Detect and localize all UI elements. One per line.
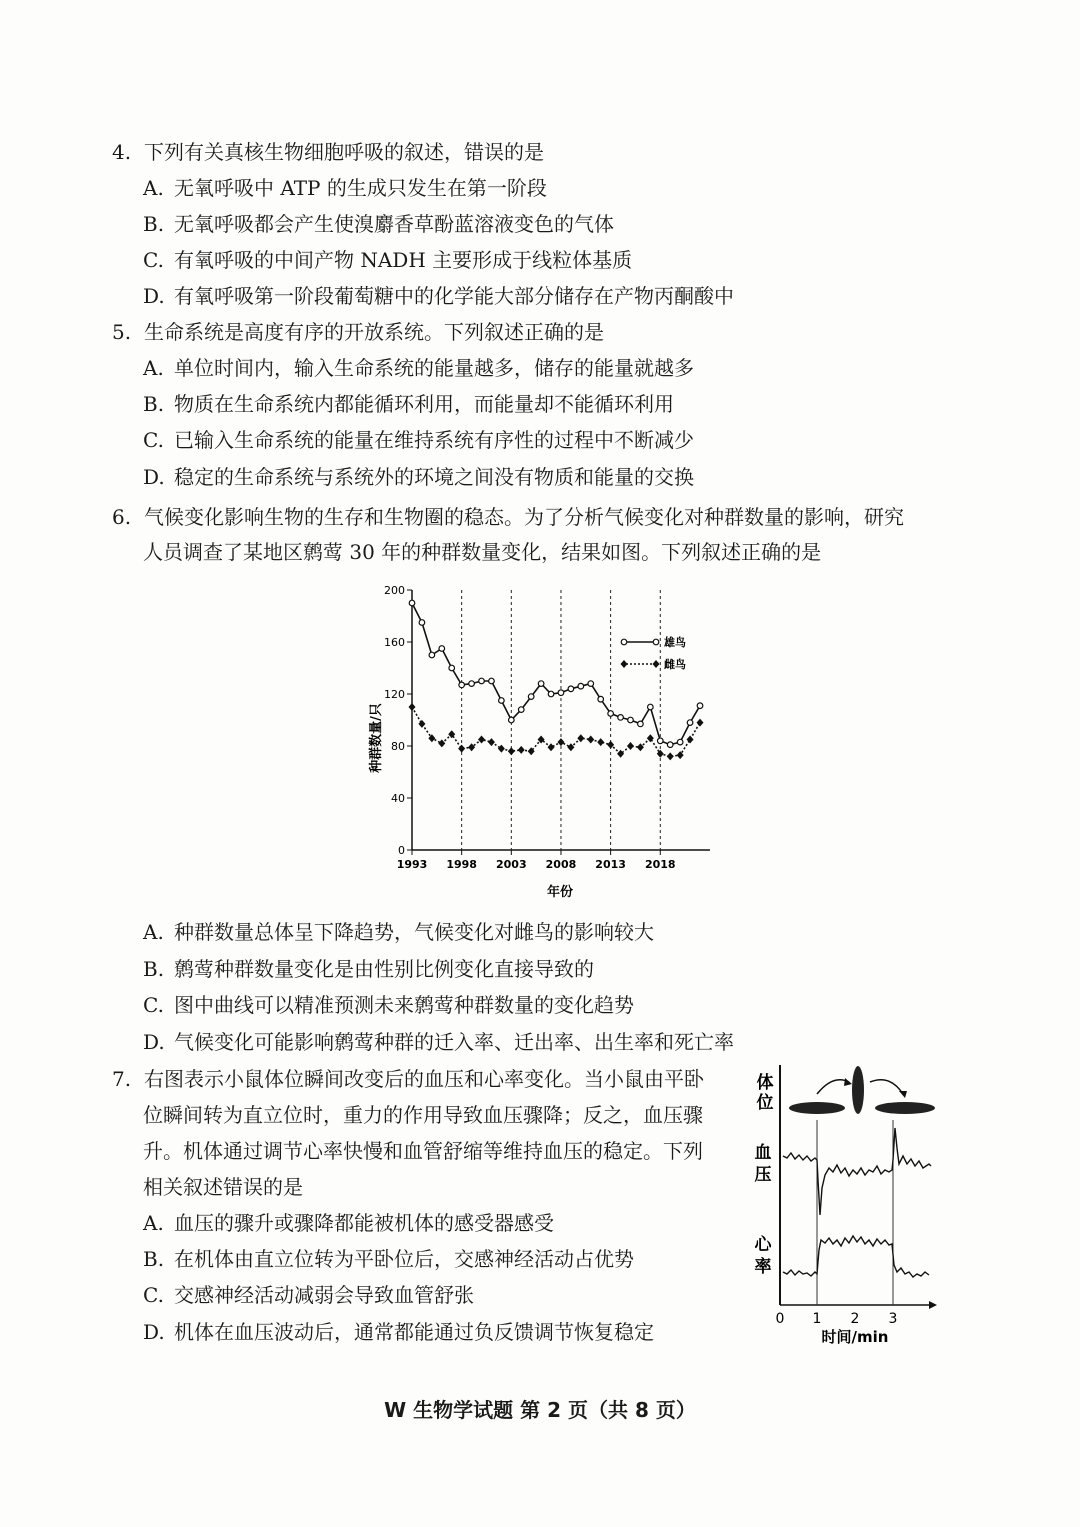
x-tick-label: 1 (812, 1311, 822, 1327)
option-text: 物质在生命系统内都能循环利用，而能量却不能循环利用 (174, 392, 674, 416)
legend-label: 雄鸟 (664, 636, 686, 649)
male-data-point (578, 683, 584, 689)
mouse-lying-icon (789, 1102, 845, 1114)
bp-label: 压 (754, 1165, 772, 1185)
male-data-point (608, 711, 614, 717)
male-data-point (618, 715, 624, 721)
option-label: C. (143, 428, 164, 452)
x-axis-label: 时间/min (821, 1328, 889, 1346)
option-label: B. (143, 212, 165, 236)
posture-label: 体 (756, 1073, 774, 1093)
question-number: 7. (112, 1067, 132, 1091)
option-label: A. (143, 176, 164, 200)
option-text: 有氧呼吸第一阶段葡萄糖中的化学能大部分储存在产物丙酮酸中 (174, 284, 734, 308)
female-data-point (409, 703, 416, 711)
option-text: 有氧呼吸的中间产物 NADH 主要形成于线粒体基质 (174, 248, 633, 272)
male-data-point (499, 698, 505, 704)
male-data-point (667, 742, 673, 748)
question-4-stem (112, 140, 544, 164)
option-label: B. (143, 957, 165, 981)
option-text: 血压的骤升或骤降都能被机体的感受器感受 (174, 1211, 554, 1235)
option-label: C. (143, 248, 164, 272)
question-7-stem-cont: 相关叙述错误的是 (143, 1175, 303, 1199)
male-data-point (479, 678, 485, 684)
arrow-head-icon (899, 1091, 907, 1098)
male-data-point (648, 704, 654, 710)
option-text: 气候变化可能影响鹩莺种群的迁入率、迁出率、出生率和死亡率 (174, 1030, 734, 1054)
female-data-point (508, 747, 515, 755)
option-label: D. (143, 1320, 165, 1344)
question-number: 5. (112, 320, 132, 344)
q7-option-d (143, 1320, 654, 1344)
male-data-point (588, 681, 594, 687)
male-data-point (528, 694, 534, 700)
legend-marker-open-circle (621, 639, 627, 645)
male-data-point (439, 646, 445, 652)
x-tick-label: 0 (775, 1311, 785, 1327)
option-label: C. (143, 1283, 164, 1307)
legend-marker-diamond (653, 660, 660, 668)
mouse-lying-icon (875, 1102, 935, 1114)
heart-rate-trace (783, 1236, 929, 1277)
question-text: 下列有关真核生物细胞呼吸的叙述，错误的是 (144, 140, 544, 164)
option-label: A. (143, 920, 164, 944)
y-axis-label: 种群数量/只 (369, 703, 384, 773)
option-text: 图中曲线可以精准预测未来鹩莺种群数量的变化趋势 (174, 993, 634, 1017)
population-line-chart (350, 578, 720, 908)
q5-option-c (143, 428, 694, 452)
hr-label: 心 (754, 1235, 772, 1255)
x-tick-label: 1993 (396, 858, 428, 871)
option-label: A. (143, 1211, 164, 1235)
option-text: 稳定的生命系统与系统外的环境之间没有物质和能量的交换 (174, 465, 694, 489)
q5-option-d (143, 465, 694, 489)
y-tick-label: 160 (384, 636, 405, 649)
option-text: 交感神经活动减弱会导致血管舒张 (174, 1283, 474, 1307)
female-data-point (557, 738, 564, 746)
female-data-point (548, 743, 555, 751)
arrow-icon (817, 1080, 849, 1094)
q4-option-b (143, 212, 614, 236)
option-text: 鹩莺种群数量变化是由性别比例变化直接导致的 (174, 957, 594, 981)
option-label: B. (143, 1247, 165, 1271)
male-data-point (419, 620, 425, 626)
question-6-stem-cont: 人员调查了某地区鹩莺 30 年的种群数量变化，结果如图。下列叙述正确的是 (143, 540, 822, 564)
q4-option-d (143, 284, 734, 308)
x-tick-label: 1998 (446, 858, 477, 871)
y-tick-label: 200 (384, 584, 405, 597)
option-text: 在机体由直立位转为平卧位后，交感神经活动占优势 (174, 1247, 634, 1271)
option-label: D. (143, 465, 165, 489)
option-text: 无氧呼吸都会产生使溴麝香草酚蓝溶液变色的气体 (174, 212, 614, 236)
q4-option-a (143, 176, 547, 200)
female-data-point (627, 742, 634, 750)
question-number: 6. (112, 505, 132, 529)
option-text: 无氧呼吸中 ATP 的生成只发生在第一阶段 (174, 176, 547, 200)
male-series-line (412, 603, 700, 745)
q7-option-a (143, 1211, 554, 1235)
male-data-point (598, 696, 604, 702)
y-tick-label: 80 (391, 740, 405, 753)
y-tick-label: 40 (391, 792, 405, 805)
blood-pressure-trace (783, 1128, 931, 1215)
page-footer: W 生物学试题 第 2 页（共 8 页） (384, 1398, 696, 1422)
female-data-point (488, 738, 495, 746)
question-5-stem (112, 320, 604, 344)
x-tick-label: 2003 (495, 858, 527, 871)
male-data-point (687, 720, 693, 726)
male-data-point (509, 717, 515, 723)
y-tick-label: 120 (384, 688, 405, 701)
question-7-stem (112, 1067, 704, 1091)
option-text: 单位时间内，输入生命系统的能量越多，储存的能量就越多 (174, 356, 694, 380)
female-data-point (667, 752, 674, 760)
option-text: 机体在血压波动后，通常都能通过负反馈调节恢复稳定 (174, 1320, 654, 1344)
legend-label: 雌鸟 (664, 658, 686, 671)
question-6-stem (112, 505, 904, 529)
male-data-point (628, 717, 634, 723)
y-tick-label: 0 (398, 844, 405, 857)
question-text: 生命系统是高度有序的开放系统。下列叙述正确的是 (144, 320, 604, 344)
female-data-point (518, 746, 525, 754)
female-data-point (587, 736, 594, 744)
female-data-point (597, 738, 604, 746)
option-label: B. (143, 392, 165, 416)
question-number: 4. (112, 140, 132, 164)
q7-option-c (143, 1283, 474, 1307)
female-data-point (438, 739, 445, 747)
male-data-point (429, 652, 435, 658)
hr-label: 率 (754, 1257, 772, 1277)
option-text: 已输入生命系统的能量在维持系统有序性的过程中不断减少 (174, 428, 694, 452)
q6-option-b (143, 957, 594, 981)
male-data-point (469, 681, 475, 687)
male-data-point (697, 703, 703, 709)
female-data-point (458, 745, 465, 753)
posture-label: 位 (756, 1093, 774, 1113)
male-data-point (677, 739, 683, 745)
male-data-point (568, 686, 574, 692)
question-text: 右图表示小鼠体位瞬间改变后的血压和心率变化。当小鼠由平卧 (144, 1067, 704, 1091)
x-tick-label: 2 (850, 1311, 860, 1327)
male-data-point (459, 682, 465, 688)
male-data-point (638, 721, 644, 727)
x-axis-arrow-icon (929, 1301, 937, 1309)
q7-option-b (143, 1247, 634, 1271)
q5-option-b (143, 392, 674, 416)
female-data-point (478, 736, 485, 744)
x-tick-label: 2013 (595, 858, 626, 871)
q6-option-a (143, 920, 654, 944)
female-data-point (498, 745, 505, 753)
question-7-stem-cont: 升。机体通过调节心率快慢和血管舒缩等维持血压的稳定。下列 (143, 1139, 703, 1163)
male-data-point (518, 707, 524, 713)
posture-bp-hr-figure (745, 1060, 945, 1350)
arrow-icon (870, 1080, 903, 1094)
q5-option-a (143, 356, 694, 380)
female-data-point (577, 734, 584, 742)
male-data-point (657, 738, 663, 744)
option-label: D. (143, 1030, 165, 1054)
female-data-point (418, 720, 425, 728)
x-tick-label: 3 (888, 1311, 898, 1327)
female-data-point (687, 736, 694, 744)
option-label: C. (143, 993, 164, 1017)
male-data-point (489, 678, 495, 684)
q4-option-c (143, 248, 632, 272)
option-label: D. (143, 284, 165, 308)
bp-label: 血 (754, 1143, 772, 1163)
male-data-point (449, 665, 455, 671)
x-tick-label: 2008 (545, 858, 577, 871)
male-data-point (548, 691, 554, 697)
q6-option-c (143, 993, 634, 1017)
option-text: 种群数量总体呈下降趋势，气候变化对雌鸟的影响较大 (174, 920, 654, 944)
arrow-head-icon (844, 1078, 852, 1086)
x-tick-label: 2018 (644, 858, 676, 871)
male-data-point (538, 681, 544, 687)
male-data-point (558, 690, 564, 696)
female-data-point (697, 719, 704, 727)
legend-marker-open-circle (653, 639, 659, 645)
question-7-stem-cont: 位瞬间转为直立位时，重力的作用导致血压骤降；反之，血压骤 (143, 1103, 703, 1127)
legend-marker-diamond (621, 660, 628, 668)
q6-option-d (143, 1030, 734, 1054)
x-axis-label: 年份 (546, 885, 574, 900)
option-label: A. (143, 356, 164, 380)
question-text: 气候变化影响生物的生存和生物圈的稳态。为了分析气候变化对种群数量的影响，研究 (144, 505, 904, 529)
male-data-point (409, 600, 415, 606)
mouse-upright-icon (852, 1066, 864, 1114)
